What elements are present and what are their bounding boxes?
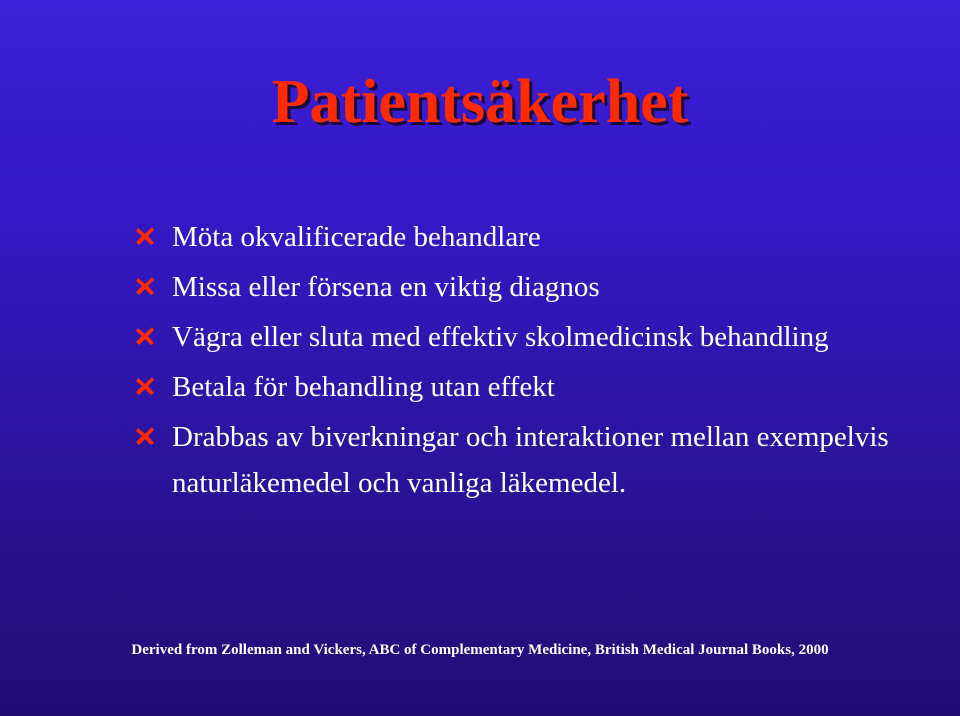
bullet-item <box>130 264 930 310</box>
bullet-text: Möta okvalificerade behandlare <box>172 221 541 253</box>
bullet-item <box>130 314 930 360</box>
cross-mark-icon <box>134 425 156 447</box>
citation-text: Derived from Zolleman and Vickers, ABC of Complementary Medicine, British Medical Journal Books, 2000 <box>131 642 829 658</box>
bullet-text: Betala för behandling utan effekt <box>172 371 555 403</box>
cross-mark-icon <box>134 325 156 347</box>
bullet-item <box>130 414 930 506</box>
bullet-text: Vägra eller sluta med effektiv skolmedicinsk behandling <box>172 321 829 353</box>
cross-mark-icon <box>134 375 156 397</box>
bullet-text: Drabbas av biverkningar och interaktioner mellan exempelvis naturläkemedel och vanliga läkemedel. <box>172 421 889 499</box>
cross-mark-icon <box>134 275 156 297</box>
slide-title: Patientsäkerhet <box>271 68 689 136</box>
bullet-item <box>130 214 930 260</box>
bullet-item <box>130 364 930 410</box>
cross-mark-icon <box>134 225 156 247</box>
bullet-text: Missa eller försena en viktig diagnos <box>172 271 600 303</box>
bullet-list <box>130 214 930 510</box>
